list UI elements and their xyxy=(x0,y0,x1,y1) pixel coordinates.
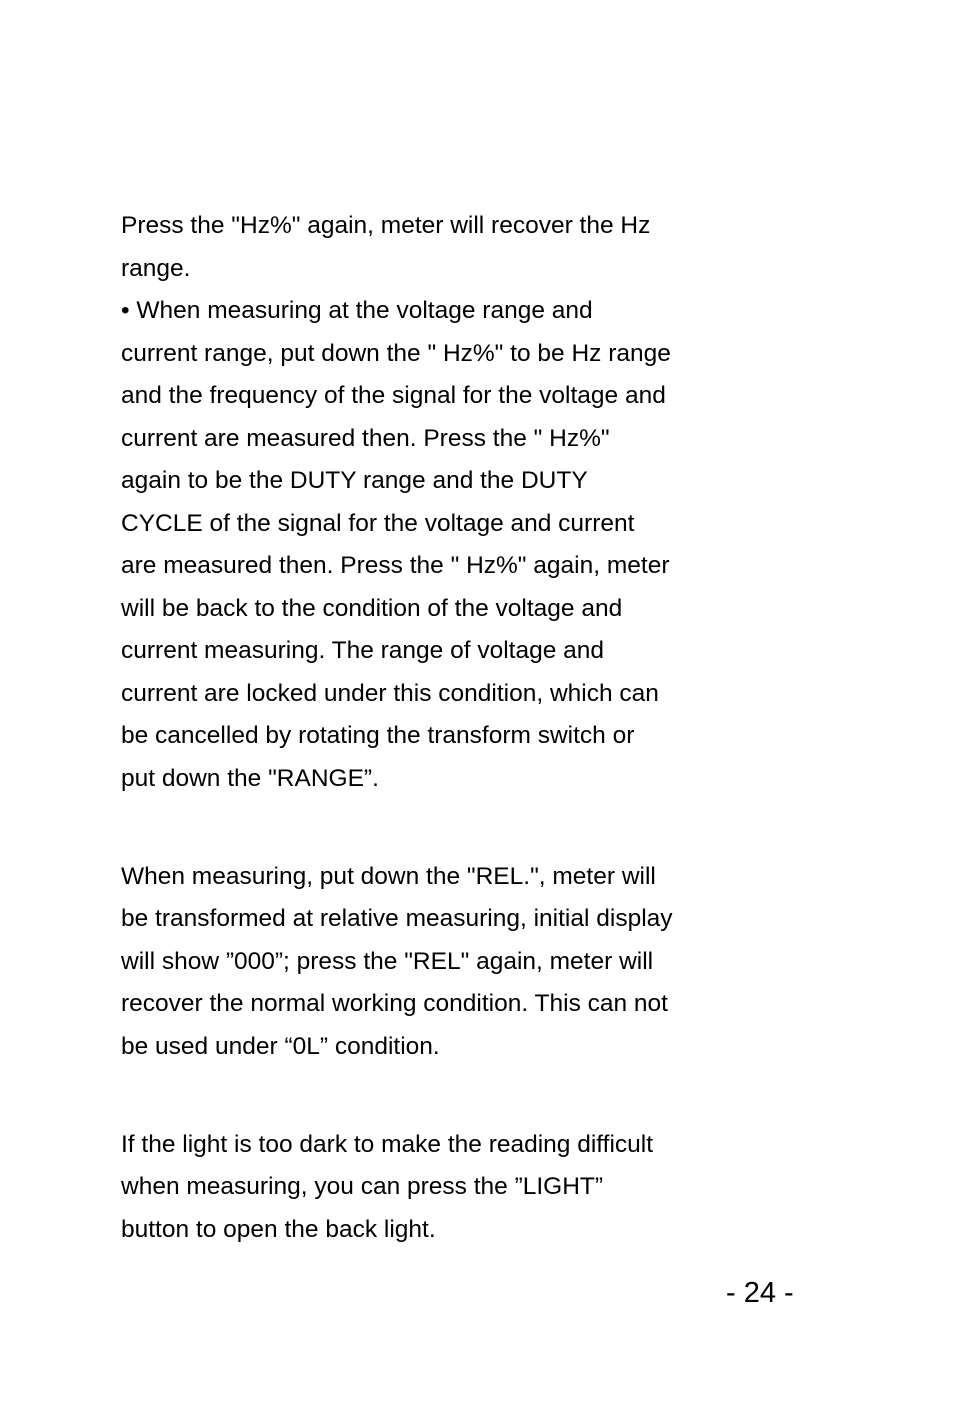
text-line: button to open the back light. xyxy=(121,1216,436,1243)
text-line: recover the normal working condition. This can not xyxy=(121,990,668,1017)
text-line: current measuring. The range of voltage and xyxy=(121,637,605,664)
text-line: will be back to the condition of the voltage and xyxy=(121,595,623,622)
text-line: current are locked under this condition, which can xyxy=(121,680,659,707)
text-line: When measuring, put down the "REL.", meter will xyxy=(121,863,656,890)
text-line: be cancelled by rotating the transform switch or xyxy=(121,722,635,749)
text-line: when measuring, you can press the ”LIGHT” xyxy=(121,1173,604,1200)
page-number: - 24 - xyxy=(726,1277,794,1309)
text-line: current are measured then. Press the " Hz%" xyxy=(121,425,610,452)
text-line: Press the "Hz%" again, meter will recover the Hz xyxy=(121,212,651,239)
text-line: be transformed at relative measuring, initial display xyxy=(121,905,673,932)
text-line: will show ”000”; press the "REL" again, meter will xyxy=(121,948,654,975)
text-line: be used under “0L” condition. xyxy=(121,1033,440,1060)
text-line: and the frequency of the signal for the voltage and xyxy=(121,382,666,409)
text-line: are measured then. Press the " Hz%" again, meter xyxy=(121,552,670,579)
text-line: If the light is too dark to make the reading difficult xyxy=(121,1131,654,1158)
text-line: current range, put down the " Hz%" to be Hz range xyxy=(121,340,671,367)
text-line: range. xyxy=(121,255,191,282)
text-line: again to be the DUTY range and the DUTY xyxy=(121,467,588,494)
text-line: CYCLE of the signal for the voltage and current xyxy=(121,510,635,537)
text-line: • When measuring at the voltage range and xyxy=(121,297,593,324)
text-line: put down the "RANGE”. xyxy=(121,765,379,792)
